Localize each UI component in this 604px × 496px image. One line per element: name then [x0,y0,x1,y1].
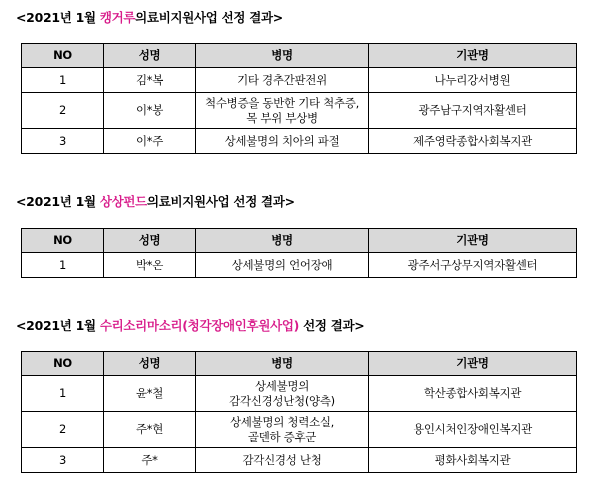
cell-name: 주* [104,448,196,473]
cell-disease: 척수병증을 동반한 기타 척추증, 목 부위 부상병 [196,93,369,129]
cell-disease: 상세불명의 감각신경성난청(양측) [196,376,369,412]
header-no: NO [22,352,104,376]
cell-org: 광주서구상무지역자활센터 [369,253,577,278]
cell-name: 이*봉 [104,93,196,129]
section-3-title: <2021년 1월 수리소리마소리(청각장애인후원사업) 선정 결과> [16,318,365,333]
cell-name: 이*주 [104,129,196,154]
table-row [22,129,577,154]
table-header-row [22,352,577,376]
table-row [22,93,577,129]
cell-no: 3 [22,129,104,154]
table-header-row [22,229,577,253]
header-disease: 병명 [196,229,369,253]
cell-no: 3 [22,448,104,473]
section-1-table [21,43,577,154]
header-disease: 병명 [196,352,369,376]
cell-disease: 기타 경추간판전위 [196,68,369,93]
header-org: 기관명 [369,229,577,253]
header-org: 기관명 [369,44,577,68]
cell-org: 제주영락종합사회복지관 [369,129,577,154]
header-name: 성명 [104,229,196,253]
section-3-table [21,351,577,473]
table-row [22,376,577,412]
cell-org: 나누리강서병원 [369,68,577,93]
cell-no: 2 [22,412,104,448]
table-row [22,448,577,473]
section-2-title: <2021년 1월 상상펀드의료비지원사업 선정 결과> [16,194,295,209]
cell-disease: 상세불명의 치아의 파절 [196,129,369,154]
cell-name: 박*온 [104,253,196,278]
table-header-row [22,44,577,68]
cell-name: 주*현 [104,412,196,448]
header-disease: 병명 [196,44,369,68]
table-row [22,253,577,278]
table-row [22,68,577,93]
section-2-table [21,228,577,278]
header-no: NO [22,44,104,68]
header-name: 성명 [104,352,196,376]
header-org: 기관명 [369,352,577,376]
table-row [22,412,577,448]
cell-org: 학산종합사회복지관 [369,376,577,412]
cell-org: 광주남구지역자활센터 [369,93,577,129]
cell-org: 용인시처인장애인복지관 [369,412,577,448]
cell-no: 1 [22,376,104,412]
cell-no: 2 [22,93,104,129]
cell-no: 1 [22,253,104,278]
header-name: 성명 [104,44,196,68]
section-1-title: <2021년 1월 캥거루의료비지원사업 선정 결과> [16,10,283,25]
cell-no: 1 [22,68,104,93]
cell-disease: 상세불명의 언어장애 [196,253,369,278]
cell-disease: 상세불명의 청력소실, 골덴하 증후군 [196,412,369,448]
cell-name: 윤*철 [104,376,196,412]
cell-org: 평화사회복지관 [369,448,577,473]
cell-disease: 감각신경성 난청 [196,448,369,473]
header-no: NO [22,229,104,253]
cell-name: 김*복 [104,68,196,93]
